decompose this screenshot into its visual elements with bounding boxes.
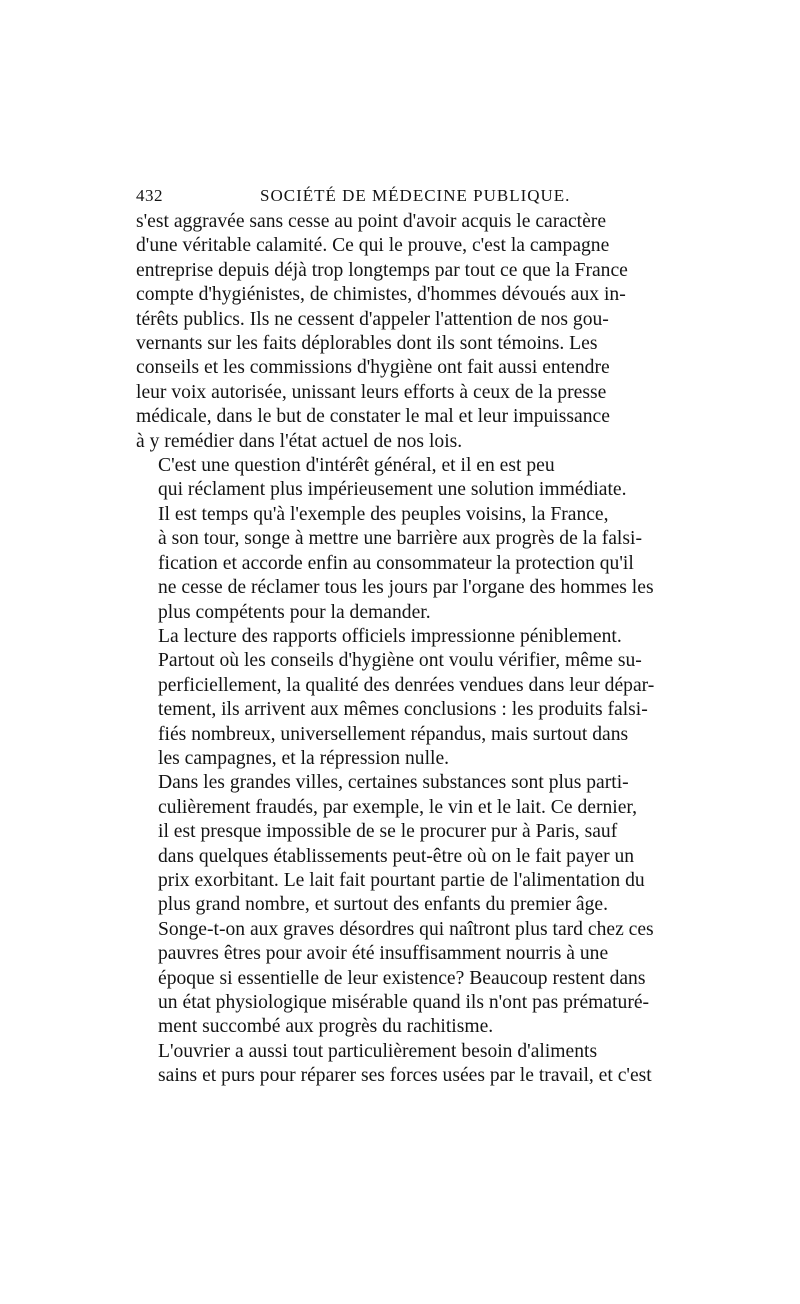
- text-line: s'est aggravée sans cesse au point d'avoir acquis le caractère: [136, 211, 607, 232]
- text-line: ment succombé aux progrès du rachitisme.: [158, 1016, 494, 1038]
- page-number: 432: [136, 186, 163, 205]
- text-line: Partout où les conseils d'hygiène ont voulu vérifier, même su-: [158, 650, 642, 672]
- text-line: les campagnes, et la répression nulle.: [158, 747, 450, 769]
- paragraph-2: [136, 454, 666, 625]
- text-line: dans quelques établissements peut-être où on le fait payer un: [158, 845, 635, 867]
- paragraph-3: [136, 625, 666, 771]
- text-line: époque si essentielle de leur existence? Beaucoup restent dans: [158, 967, 646, 989]
- text-line: à y remédier dans l'état actuel de nos lois.: [136, 430, 463, 452]
- text-line: térêts publics. Ils ne cessent d'appeler l'attention de nos gou-: [136, 308, 609, 330]
- text-line: prix exorbitant. Le lait fait pourtant partie de l'alimentation du: [158, 869, 645, 891]
- text-line: C'est une question d'intérêt général, et il en est peu: [158, 455, 555, 477]
- text-line: à son tour, songe à mettre une barrière aux progrès de la falsi-: [158, 528, 642, 550]
- text-line: Il est temps qu'à l'exemple des peuples voisins, la France,: [158, 503, 609, 525]
- text-line: ne cesse de réclamer tous les jours par l'organe des hommes les: [158, 577, 654, 599]
- text-line: d'une véritable calamité. Ce qui le prouve, c'est la campagne: [136, 235, 610, 257]
- text-line: qui réclament plus impérieusement une solution immédiate.: [158, 479, 627, 501]
- paragraph-4: [136, 771, 666, 1039]
- text-line: conseils et les commissions d'hygiène ont fait aussi entendre: [136, 357, 610, 379]
- text-line: Songe-t-on aux graves désordres qui naîtront plus tard chez ces: [158, 918, 654, 940]
- text-line: plus grand nombre, et surtout des enfants du premier âge.: [158, 894, 608, 916]
- text-line: un état physiologique misérable quand ils n'ont pas prématuré-: [158, 992, 650, 1013]
- text-line: perficiellement, la qualité des denrées vendues dans leur dépar-: [158, 674, 655, 696]
- text-line: compte d'hygiénistes, de chimistes, d'hommes dévoués aux in-: [136, 284, 626, 306]
- paragraph-5: [136, 1040, 666, 1089]
- text-line: fication et accorde enfin au consommateur la protection qu'il: [158, 552, 634, 574]
- text-line: tement, ils arrivent aux mêmes conclusions : les produits falsi-: [158, 699, 648, 721]
- text-line: vernants sur les faits déplorables dont ils sont témoins. Les: [136, 333, 598, 355]
- text-line: culièrement fraudés, par exemple, le vin et le lait. Ce dernier,: [158, 796, 638, 818]
- text-line: médicale, dans le but de constater le mal et leur impuissance: [136, 406, 610, 428]
- running-header: [136, 180, 666, 210]
- text-line: pauvres êtres pour avoir été insuffisamment nourris à une: [158, 943, 609, 965]
- text-line: il est presque impossible de se le procurer pur à Paris, sauf: [158, 821, 618, 843]
- text-line: leur voix autorisée, unissant leurs efforts à ceux de la presse: [136, 381, 607, 403]
- paragraph-1: [136, 210, 666, 454]
- text-line: sains et purs pour réparer ses forces usées par le travail, et c'est: [158, 1065, 652, 1087]
- running-title: SOCIÉTÉ DE MÉDECINE PUBLIQUE.: [260, 186, 571, 205]
- text-line: L'ouvrier a aussi tout particulièrement besoin d'aliments: [158, 1040, 598, 1062]
- text-line: La lecture des rapports officiels impressionne péniblement.: [158, 625, 622, 647]
- text-line: fiés nombreux, universellement répandus, mais surtout dans: [158, 723, 629, 745]
- text-line: Dans les grandes villes, certaines substances sont plus parti-: [158, 772, 629, 794]
- text-line: plus compétents pour la demander.: [158, 601, 431, 623]
- book-page: [136, 180, 666, 1089]
- text-line: entreprise depuis déjà trop longtemps par tout ce que la France: [136, 259, 628, 281]
